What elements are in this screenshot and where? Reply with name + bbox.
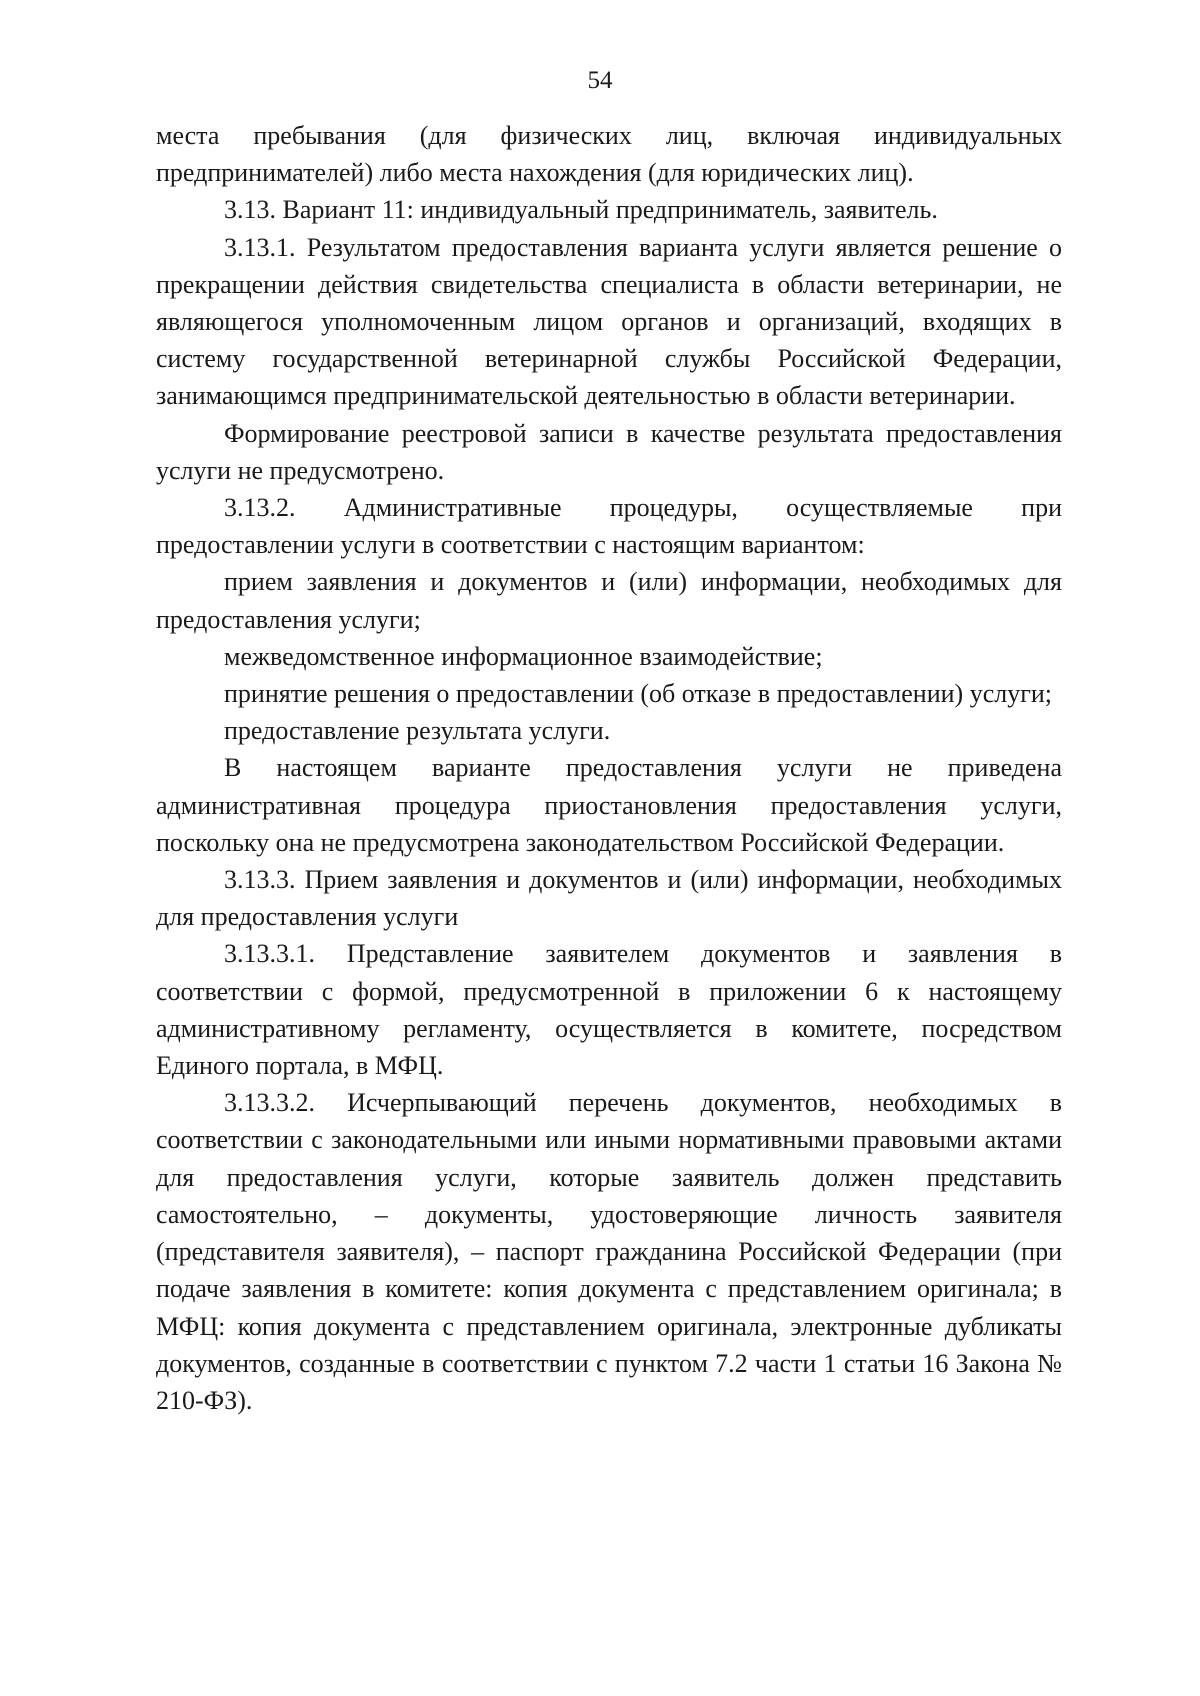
paragraph-3-13-heading: 3.13. Вариант 11: индивидуальный предприниматель, заявитель.: [224, 195, 938, 225]
paragraph-3-13-3-1: 3.13.3.1. Представление заявителем документов и заявления в соответствии с формой, предусмотренной в приложении 6 к настоящему административному регламенту, осуществляется в комитете, посредством Единого портала, в МФЦ.: [156, 939, 1062, 1081]
list-item-decision: принятие решения о предоставлении (об отказе в предоставлении) услуги;: [224, 679, 1053, 709]
paragraph-continuation: места пребывания (для физических лиц, включая индивидуальных предпринимателей) либо места нахождения (для юридических лиц).: [156, 121, 1062, 188]
paragraph-registry-record: Формирование реестровой записи в качестве результата предоставления услуги не предусмотрено.: [156, 418, 1062, 485]
list-item-result-provision: предоставление результата услуги.: [224, 716, 611, 746]
list-item-interagency-interaction: межведомственное информационное взаимодействие;: [224, 641, 823, 671]
paragraph-3-13-3: 3.13.3. Прием заявления и документов и (или) информации, необходимых для предоставления услуги: [156, 865, 1062, 932]
paragraph-3-13-1: 3.13.1. Результатом предоставления варианта услуги является решение о прекращении действия свидетельства специалиста в области ветеринарии, не являющегося уполномоченным лицом органов и организаций, входящих в систему государственной ветеринарной службы Российской Федерации, занимающимся предпринимательской деятельностью в области ветеринарии.: [156, 232, 1062, 411]
paragraph-suspension-note: В настоящем варианте предоставления услуги не приведена административная процедура приостановления предоставления услуги, поскольку она не предусмотрена законодательством Российской Федерации.: [156, 753, 1062, 857]
page-number: 54: [587, 67, 613, 94]
list-item-application-receipt: прием заявления и документов и (или) информации, необходимых для предоставления услуги;: [156, 567, 1062, 634]
paragraph-3-13-2: 3.13.2. Административные процедуры, осуществляемые при предоставлении услуги в соответствии с настоящим вариантом:: [156, 493, 1062, 560]
paragraph-3-13-3-2: 3.13.3.2. Исчерпывающий перечень документов, необходимых в соответствии с законодательными или иными нормативными правовыми актами для предоставления услуги, которые заявитель должен представить самостоятельно, – документы, удостоверяющие личность заявителя (представителя заявителя), – паспорт гражданина Российской Федерации (при подаче заявления в комитете: копия документа с представлением оригинала; в МФЦ: копия документа с представлением оригинала, электронные дубликаты документов, созданные в соответствии с пунктом 7.2 части 1 статьи 16 Закона № 210-ФЗ).: [156, 1088, 1062, 1415]
document-body: [156, 117, 1062, 1419]
